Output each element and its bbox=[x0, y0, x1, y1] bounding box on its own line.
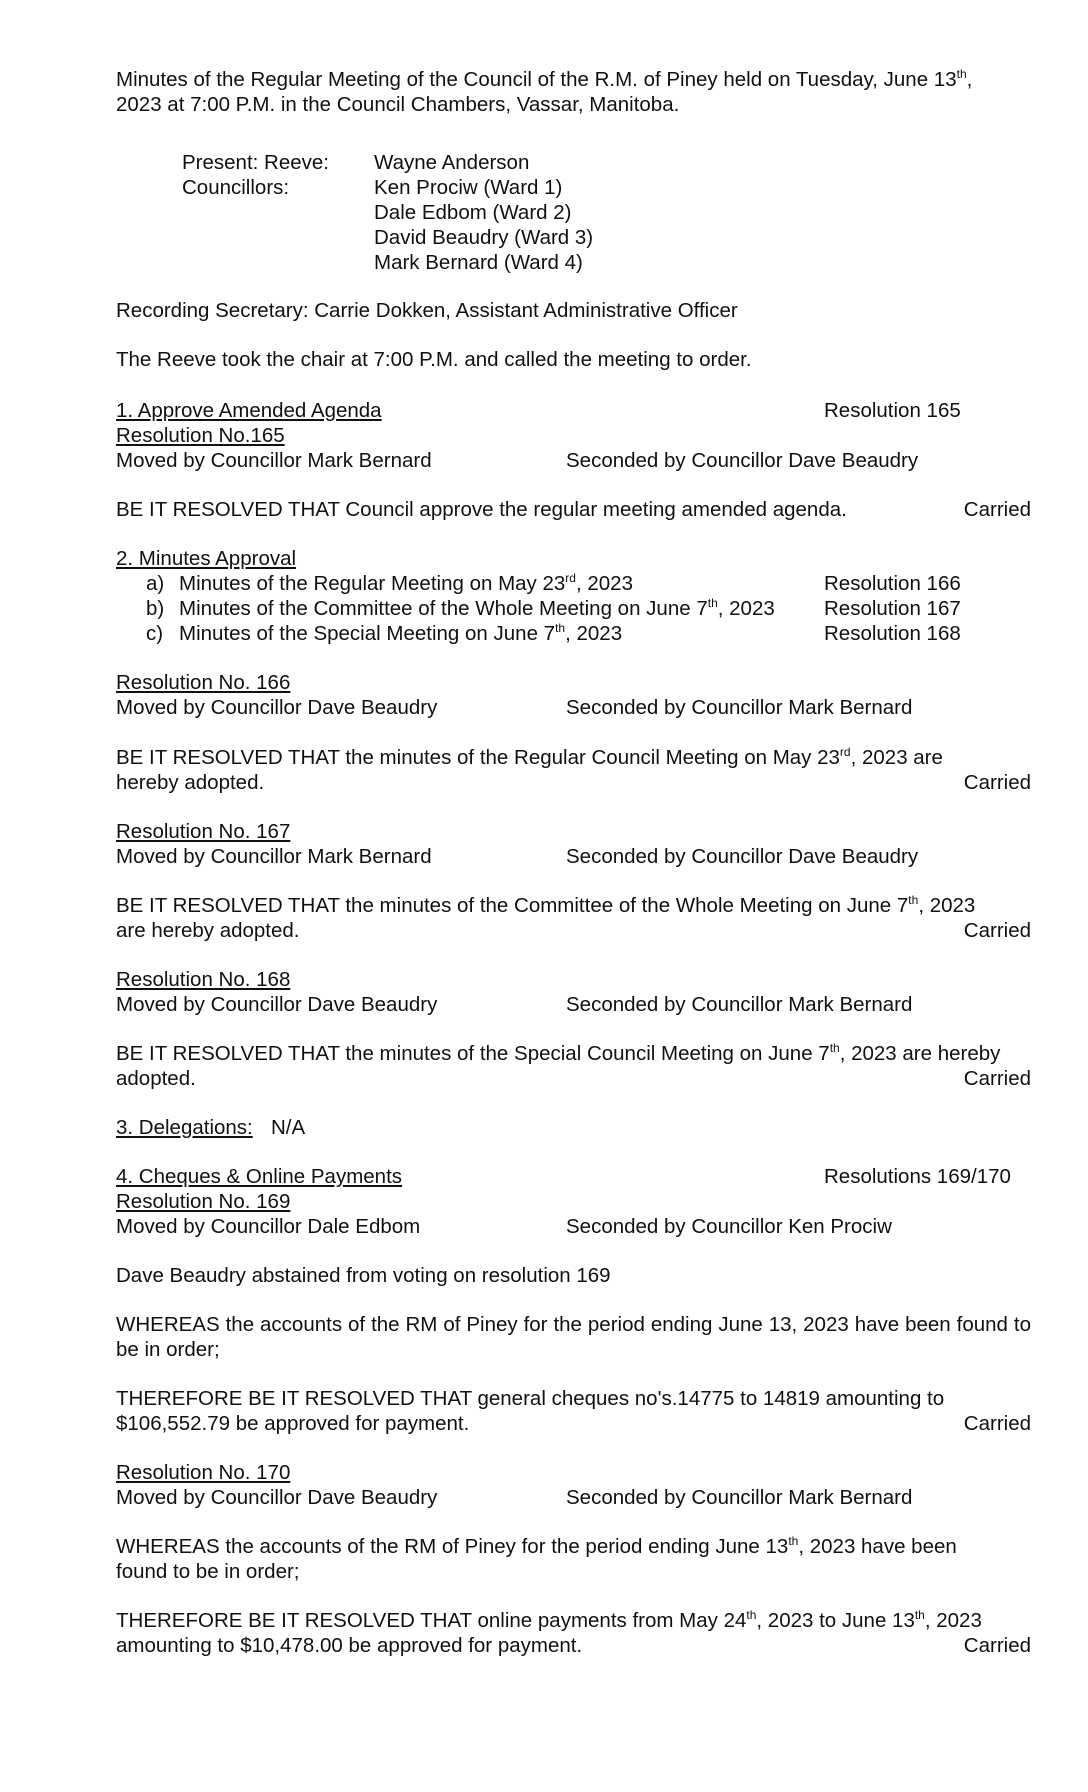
resolution-170-label-row bbox=[116, 1460, 1031, 1485]
carried-status: Carried bbox=[963, 1634, 1031, 1657]
section-3-heading: 3. Delegations: bbox=[116, 1116, 253, 1139]
moved-by: Moved by Councillor Dave Beaudry bbox=[116, 1486, 438, 1509]
list-item bbox=[116, 571, 1031, 596]
item-resolution-ref: Resolution 167 bbox=[824, 597, 961, 620]
seconded-by: Seconded by Councillor Mark Bernard bbox=[566, 993, 913, 1016]
resolution-169-whereas: WHEREAS the accounts of the RM of Piney for the period ending June 13, 2023 have been found to be in order; bbox=[116, 1313, 1031, 1361]
resolution-170-movers bbox=[116, 1485, 1031, 1510]
header-line2: 2023 at 7:00 P.M. in the Council Chambers, Vassar, Manitoba. bbox=[116, 93, 680, 116]
resolution-169-movers bbox=[116, 1214, 1031, 1239]
section-2-heading: 2. Minutes Approval bbox=[116, 547, 297, 570]
carried-status: Carried bbox=[963, 1067, 1031, 1090]
resolution-170-whereas-end: found to be in order; bbox=[116, 1560, 300, 1583]
resolution-169-label-row bbox=[116, 1189, 1031, 1214]
resolution-165-label-row bbox=[116, 423, 1031, 448]
list-item bbox=[116, 621, 1031, 646]
resolution-text: amounting to $10,478.00 be approved for payment. bbox=[116, 1634, 583, 1657]
moved-by: Moved by Councillor Mark Bernard bbox=[116, 449, 432, 472]
section-4-heading: 4. Cheques & Online Payments bbox=[116, 1165, 403, 1188]
resolution-168-text-end bbox=[116, 1066, 1031, 1091]
section-4-heading-row bbox=[116, 1164, 1031, 1189]
resolution-166-label-row bbox=[116, 670, 1031, 695]
moved-by: Moved by Councillor Mark Bernard bbox=[116, 845, 432, 868]
section-2-heading-row bbox=[116, 546, 1031, 571]
councillors-label: Councillors: bbox=[182, 176, 290, 199]
resolution-168-text: BE IT RESOLVED THAT the minutes of the Special Council Meeting on June 7th, 2023 are hereby bbox=[116, 1041, 1001, 1065]
item-marker: b) bbox=[146, 597, 165, 620]
seconded-by: Seconded by Councillor Dave Beaudry bbox=[566, 449, 919, 472]
resolution-169-text-end bbox=[116, 1411, 1031, 1436]
header-comma: , bbox=[966, 68, 973, 91]
resolution-169-label: Resolution No. 169 bbox=[116, 1190, 291, 1213]
list-item bbox=[116, 596, 1031, 621]
resolution-168-label: Resolution No. 168 bbox=[116, 968, 291, 991]
item-resolution-ref: Resolution 166 bbox=[824, 572, 961, 595]
moved-by: Moved by Councillor Dave Beaudry bbox=[116, 696, 438, 719]
resolution-167-text-end bbox=[116, 918, 1031, 943]
item-text: Minutes of the Special Meeting on June 7th, 2023 bbox=[179, 621, 623, 645]
councillor-1: Ken Prociw (Ward 1) bbox=[374, 176, 563, 199]
moved-by: Moved by Councillor Dale Edbom bbox=[116, 1215, 421, 1238]
resolution-170-text-end bbox=[116, 1633, 1031, 1658]
delegations-value: N/A bbox=[271, 1116, 306, 1139]
resolution-167-label: Resolution No. 167 bbox=[116, 820, 291, 843]
resolution-165-text bbox=[116, 497, 1031, 522]
councillor-4: Mark Bernard (Ward 4) bbox=[374, 251, 583, 274]
resolution-167-label-row bbox=[116, 819, 1031, 844]
meeting-header bbox=[116, 67, 1031, 117]
abstain-note: Dave Beaudry abstained from voting on resolution 169 bbox=[116, 1264, 611, 1287]
seconded-by: Seconded by Councillor Mark Bernard bbox=[566, 696, 913, 719]
resolution-166-label: Resolution No. 166 bbox=[116, 671, 291, 694]
resolution-166-text: BE IT RESOLVED THAT the minutes of the Regular Council Meeting on May 23rd, 2023 are bbox=[116, 745, 943, 769]
section-3-row bbox=[116, 1115, 1031, 1140]
resolution-165-movers bbox=[116, 448, 1031, 473]
councillor-3: David Beaudry (Ward 3) bbox=[374, 226, 594, 249]
present-label: Present: Reeve: bbox=[182, 151, 329, 174]
section-1-resolution-ref: Resolution 165 bbox=[824, 399, 961, 422]
resolution-text: $106,552.79 be approved for payment. bbox=[116, 1412, 470, 1435]
resolution-170-whereas: WHEREAS the accounts of the RM of Piney for the period ending June 13th, 2023 have been bbox=[116, 1534, 957, 1558]
resolution-168-movers bbox=[116, 992, 1031, 1017]
resolution-170-label: Resolution No. 170 bbox=[116, 1461, 291, 1484]
section-1-heading: 1. Approve Amended Agenda bbox=[116, 399, 382, 422]
seconded-by: Seconded by Councillor Ken Prociw bbox=[566, 1215, 892, 1238]
seconded-by: Seconded by Councillor Dave Beaudry bbox=[566, 845, 919, 868]
resolution-text: are hereby adopted. bbox=[116, 919, 300, 942]
item-marker: c) bbox=[146, 622, 164, 645]
item-resolution-ref: Resolution 168 bbox=[824, 622, 961, 645]
carried-status: Carried bbox=[963, 919, 1031, 942]
resolution-166-movers bbox=[116, 695, 1031, 720]
call-to-order: The Reeve took the chair at 7:00 P.M. and called the meeting to order. bbox=[116, 348, 752, 371]
reeve-name: Wayne Anderson bbox=[374, 151, 530, 174]
resolution-167-text: BE IT RESOLVED THAT the minutes of the Committee of the Whole Meeting on June 7th, 2023 bbox=[116, 893, 976, 917]
resolution-167-movers bbox=[116, 844, 1031, 869]
item-text: Minutes of the Committee of the Whole Meeting on June 7th, 2023 bbox=[179, 596, 775, 620]
carried-status: Carried bbox=[963, 1412, 1031, 1435]
header-line1: Minutes of the Regular Meeting of the Council of the R.M. of Piney held on Tuesday, June 13 bbox=[116, 68, 957, 91]
resolution-166-text-end bbox=[116, 770, 1031, 795]
resolution-169-therefore: THEREFORE BE IT RESOLVED THAT general cheques no's.14775 to 14819 amounting to bbox=[116, 1387, 945, 1410]
resolution-text: hereby adopted. bbox=[116, 771, 265, 794]
section-4-resolution-ref: Resolutions 169/170 bbox=[824, 1165, 1011, 1188]
item-marker: a) bbox=[146, 572, 165, 595]
section-1-heading-row bbox=[116, 398, 1031, 423]
header-sup: th bbox=[956, 67, 967, 81]
carried-status: Carried bbox=[963, 771, 1031, 794]
resolution-text: BE IT RESOLVED THAT Council approve the regular meeting amended agenda. bbox=[116, 498, 847, 521]
resolution-165-label: Resolution No.165 bbox=[116, 424, 285, 447]
resolution-168-label-row bbox=[116, 967, 1031, 992]
recording-secretary: Recording Secretary: Carrie Dokken, Assistant Administrative Officer bbox=[116, 299, 738, 322]
moved-by: Moved by Councillor Dave Beaudry bbox=[116, 993, 438, 1016]
resolution-170-therefore: THEREFORE BE IT RESOLVED THAT online payments from May 24th, 2023 to June 13th, 2023 bbox=[116, 1608, 982, 1632]
resolution-text: adopted. bbox=[116, 1067, 196, 1090]
carried-status: Carried bbox=[963, 498, 1031, 521]
seconded-by: Seconded by Councillor Mark Bernard bbox=[566, 1486, 913, 1509]
councillor-2: Dale Edbom (Ward 2) bbox=[374, 201, 572, 224]
item-text: Minutes of the Regular Meeting on May 23rd, 2023 bbox=[179, 571, 633, 595]
